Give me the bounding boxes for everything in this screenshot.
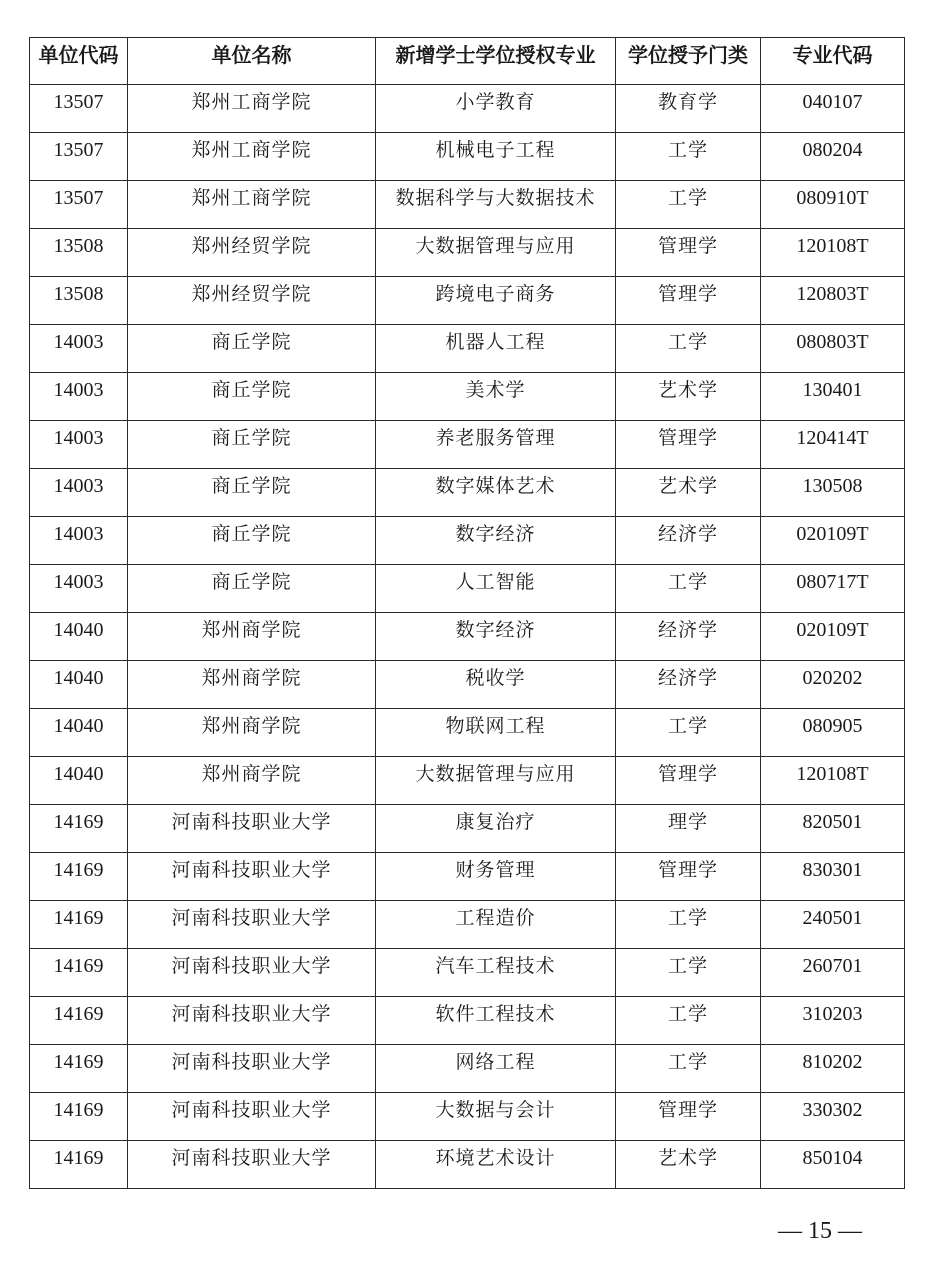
unit-name-cell: 河南科技职业大学 [128, 1141, 376, 1189]
unit-code-cell: 13508 [30, 277, 128, 325]
major-code-cell: 020202 [761, 661, 905, 709]
major-name-cell: 跨境电子商务 [376, 277, 616, 325]
major-name-cell: 机械电子工程 [376, 133, 616, 181]
unit-name-cell: 郑州工商学院 [128, 85, 376, 133]
table-row [30, 709, 905, 757]
unit-code-cell: 14040 [30, 661, 128, 709]
unit-code-cell: 14003 [30, 469, 128, 517]
degree-category-cell: 管理学 [616, 853, 761, 901]
major-code-cell: 330302 [761, 1093, 905, 1141]
degree-category-cell: 工学 [616, 1045, 761, 1093]
major-name-cell: 数据科学与大数据技术 [376, 181, 616, 229]
unit-code-cell: 13507 [30, 85, 128, 133]
table-row [30, 277, 905, 325]
major-name-cell: 数字媒体艺术 [376, 469, 616, 517]
unit-code-cell: 14003 [30, 517, 128, 565]
unit-name-cell: 郑州商学院 [128, 613, 376, 661]
degree-category-cell: 工学 [616, 997, 761, 1045]
major-name-cell: 软件工程技术 [376, 997, 616, 1045]
unit-name-cell: 郑州经贸学院 [128, 229, 376, 277]
unit-code-cell: 13508 [30, 229, 128, 277]
table-row [30, 1093, 905, 1141]
degree-category-cell: 艺术学 [616, 1141, 761, 1189]
degree-category-cell: 工学 [616, 325, 761, 373]
unit-name-cell: 河南科技职业大学 [128, 805, 376, 853]
unit-name-cell: 河南科技职业大学 [128, 949, 376, 997]
unit-code-cell: 14003 [30, 565, 128, 613]
degree-category-cell: 经济学 [616, 613, 761, 661]
unit-code-cell: 14169 [30, 1045, 128, 1093]
major-name-cell: 网络工程 [376, 1045, 616, 1093]
degree-category-cell: 管理学 [616, 757, 761, 805]
table-row [30, 133, 905, 181]
unit-name-cell: 郑州工商学院 [128, 181, 376, 229]
unit-name-cell: 河南科技职业大学 [128, 1093, 376, 1141]
unit-code-cell: 14040 [30, 613, 128, 661]
unit-name-cell: 商丘学院 [128, 565, 376, 613]
unit-code-cell: 14169 [30, 853, 128, 901]
major-name-cell: 环境艺术设计 [376, 1141, 616, 1189]
unit-code-cell: 14003 [30, 421, 128, 469]
major-code-cell: 020109T [761, 613, 905, 661]
unit-name-cell: 郑州商学院 [128, 757, 376, 805]
degree-category-cell: 经济学 [616, 517, 761, 565]
table-row [30, 469, 905, 517]
table-row [30, 517, 905, 565]
major-name-cell: 数字经济 [376, 517, 616, 565]
unit-code-cell: 14169 [30, 1093, 128, 1141]
unit-name-cell: 河南科技职业大学 [128, 853, 376, 901]
page-number: — 15 — [778, 1218, 862, 1244]
major-code-cell: 120803T [761, 277, 905, 325]
table-row [30, 805, 905, 853]
major-name-cell: 小学教育 [376, 85, 616, 133]
unit-code-cell: 14169 [30, 997, 128, 1045]
table-row [30, 565, 905, 613]
table-row [30, 661, 905, 709]
unit-name-cell: 商丘学院 [128, 373, 376, 421]
unit-name-cell: 河南科技职业大学 [128, 1045, 376, 1093]
header-new-major: 新增学士学位授权专业 [376, 38, 616, 85]
major-name-cell: 人工智能 [376, 565, 616, 613]
table-row [30, 373, 905, 421]
major-name-cell: 机器人工程 [376, 325, 616, 373]
table-row [30, 1141, 905, 1189]
degree-category-cell: 教育学 [616, 85, 761, 133]
degree-authorization-table [29, 37, 905, 1189]
major-code-cell: 020109T [761, 517, 905, 565]
unit-code-cell: 14003 [30, 325, 128, 373]
degree-category-cell: 工学 [616, 709, 761, 757]
degree-category-cell: 工学 [616, 901, 761, 949]
degree-category-cell: 艺术学 [616, 373, 761, 421]
major-code-cell: 810202 [761, 1045, 905, 1093]
major-code-cell: 080803T [761, 325, 905, 373]
header-row [30, 38, 905, 85]
table-body [30, 85, 905, 1189]
header-major-code: 专业代码 [761, 38, 905, 85]
table-row [30, 757, 905, 805]
table-row [30, 85, 905, 133]
major-name-cell: 大数据管理与应用 [376, 757, 616, 805]
unit-code-cell: 13507 [30, 133, 128, 181]
table-row [30, 1045, 905, 1093]
unit-name-cell: 郑州商学院 [128, 661, 376, 709]
table-row [30, 325, 905, 373]
degree-category-cell: 工学 [616, 949, 761, 997]
unit-name-cell: 商丘学院 [128, 469, 376, 517]
major-code-cell: 820501 [761, 805, 905, 853]
degree-category-cell: 管理学 [616, 277, 761, 325]
major-code-cell: 830301 [761, 853, 905, 901]
header-unit-name: 单位名称 [128, 38, 376, 85]
major-code-cell: 080905 [761, 709, 905, 757]
degree-category-cell: 管理学 [616, 1093, 761, 1141]
major-name-cell: 工程造价 [376, 901, 616, 949]
major-name-cell: 税收学 [376, 661, 616, 709]
unit-code-cell: 14003 [30, 373, 128, 421]
unit-code-cell: 13507 [30, 181, 128, 229]
major-code-cell: 260701 [761, 949, 905, 997]
major-name-cell: 物联网工程 [376, 709, 616, 757]
table-row [30, 853, 905, 901]
unit-name-cell: 商丘学院 [128, 517, 376, 565]
unit-code-cell: 14040 [30, 709, 128, 757]
degree-category-cell: 工学 [616, 133, 761, 181]
unit-name-cell: 郑州商学院 [128, 709, 376, 757]
degree-category-cell: 经济学 [616, 661, 761, 709]
unit-name-cell: 商丘学院 [128, 421, 376, 469]
unit-code-cell: 14169 [30, 805, 128, 853]
major-name-cell: 财务管理 [376, 853, 616, 901]
table-row [30, 229, 905, 277]
table-row [30, 901, 905, 949]
unit-name-cell: 郑州经贸学院 [128, 277, 376, 325]
major-name-cell: 汽车工程技术 [376, 949, 616, 997]
major-code-cell: 240501 [761, 901, 905, 949]
table-row [30, 181, 905, 229]
unit-name-cell: 商丘学院 [128, 325, 376, 373]
table-header [30, 38, 905, 85]
header-degree-category: 学位授予门类 [616, 38, 761, 85]
major-code-cell: 310203 [761, 997, 905, 1045]
degree-category-cell: 理学 [616, 805, 761, 853]
degree-category-cell: 工学 [616, 565, 761, 613]
major-code-cell: 080717T [761, 565, 905, 613]
major-name-cell: 美术学 [376, 373, 616, 421]
major-code-cell: 120414T [761, 421, 905, 469]
major-code-cell: 850104 [761, 1141, 905, 1189]
degree-category-cell: 管理学 [616, 229, 761, 277]
major-code-cell: 130401 [761, 373, 905, 421]
table-row [30, 421, 905, 469]
major-code-cell: 080910T [761, 181, 905, 229]
header-unit-code: 单位代码 [30, 38, 128, 85]
degree-category-cell: 艺术学 [616, 469, 761, 517]
degree-category-cell: 管理学 [616, 421, 761, 469]
major-code-cell: 120108T [761, 757, 905, 805]
major-code-cell: 040107 [761, 85, 905, 133]
table-row [30, 613, 905, 661]
major-name-cell: 大数据管理与应用 [376, 229, 616, 277]
unit-name-cell: 河南科技职业大学 [128, 901, 376, 949]
unit-name-cell: 河南科技职业大学 [128, 997, 376, 1045]
major-code-cell: 130508 [761, 469, 905, 517]
unit-name-cell: 郑州工商学院 [128, 133, 376, 181]
major-code-cell: 120108T [761, 229, 905, 277]
table-row [30, 997, 905, 1045]
degree-category-cell: 工学 [616, 181, 761, 229]
unit-code-cell: 14169 [30, 1141, 128, 1189]
unit-code-cell: 14169 [30, 901, 128, 949]
major-name-cell: 数字经济 [376, 613, 616, 661]
major-code-cell: 080204 [761, 133, 905, 181]
major-name-cell: 康复治疗 [376, 805, 616, 853]
unit-code-cell: 14169 [30, 949, 128, 997]
major-name-cell: 大数据与会计 [376, 1093, 616, 1141]
table-row [30, 949, 905, 997]
unit-code-cell: 14040 [30, 757, 128, 805]
major-name-cell: 养老服务管理 [376, 421, 616, 469]
